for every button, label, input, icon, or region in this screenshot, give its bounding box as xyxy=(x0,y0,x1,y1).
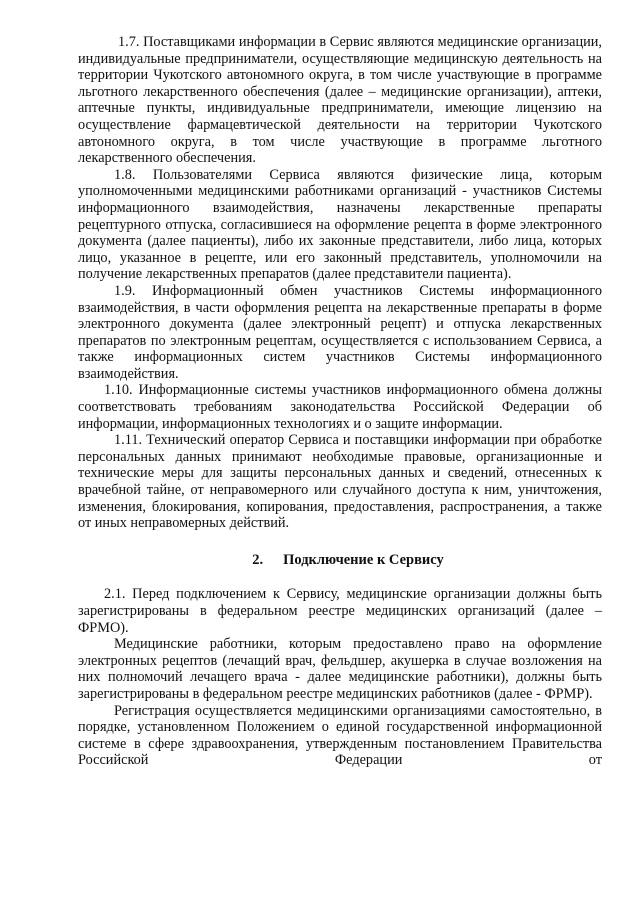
paragraph-2-1-registration: Регистрация осуществляется медицинскими организациями самостоятельно, в порядке, установленном Положением о единой государственной информационной системе в сфере здравоохранения, утвержденным постановлением Правительства Российской Федерации от xyxy=(78,702,602,769)
paragraph-1-10: 1.10. Информационные системы участников информационного обмена должны соответствовать требованиям законодательства Российской Федерации об информации, информационных технологиях и о защите информации. xyxy=(78,382,602,432)
paragraph-2-1-medical-workers: Медицинские работники, которым предоставлено право на оформление электронных рецептов (лечащий врач, фельдшер, акушерка в случае возложения на них полномочий лечащего врача - далее медицинские работники), должны быть зарегистрированы в федеральном реестре медицинских работников (далее - ФРМР). xyxy=(78,636,602,702)
paragraph-2-1: 2.1. Перед подключением к Сервису, медицинские организации должны быть зарегистрированы в федеральном реестре медицинских организаций (далее – ФРМО). xyxy=(78,586,602,636)
document-page xyxy=(78,34,602,769)
section-heading xyxy=(78,552,602,569)
section-number: 2. xyxy=(252,551,264,568)
paragraph-1-8: 1.8. Пользователями Сервиса являются физические лица, которым уполномоченными медицинскими работниками организаций - участников Системы информационного взаимодействия, назначены лекарственные препараты рецептурного отпуска, согласившиеся на оформление рецепта в форме электронного документа (далее пациенты), либо их законные представители, либо лица, которых лицо, указанное в рецепте, или его законный представитель, уполномочили на получение лекарственных препаратов (далее представители пациента). xyxy=(78,166,602,283)
paragraph-1-7: 1.7. Поставщиками информации в Сервис являются медицинские организации, индивидуальные предприниматели, осуществляющие медицинскую деятельность на территории Чукотского автономного округа, в том числе участвующие в программе льготного лекарственного обеспечения (далее – медицинские организации), аптеки, аптечные пункты, индивидуальные предприниматели, имеющие лицензию на осуществление фармацевтической деятельности на территории Чукотского автономного округа, в том числе участвующие в программе льготного лекарственного обеспечения. xyxy=(78,34,602,167)
paragraph-1-11: 1.11. Технический оператор Сервиса и поставщики информации при обработке персональных данных принимают необходимые правовые, организационные и технические меры для защиты персональных данных и сведений, отнесенных к врачебной тайне, от неправомерного или случайного доступа к ним, уничтожения, изменения, блокирования, копирования, предоставления, распространения, а также от иных неправомерных действий. xyxy=(78,432,602,532)
paragraph-1-9: 1.9. Информационный обмен участников Системы информационного взаимодействия, в части оформления рецепта на лекарственные препараты в форме электронного документа (далее электронный рецепт) и отпуска лекарственных препаратов по электронным рецептам, осуществляется с использованием Сервиса, а также информационных систем участников Системы информационного взаимодействия. xyxy=(78,282,602,382)
section-title: Подключение к Сервису xyxy=(283,551,444,568)
